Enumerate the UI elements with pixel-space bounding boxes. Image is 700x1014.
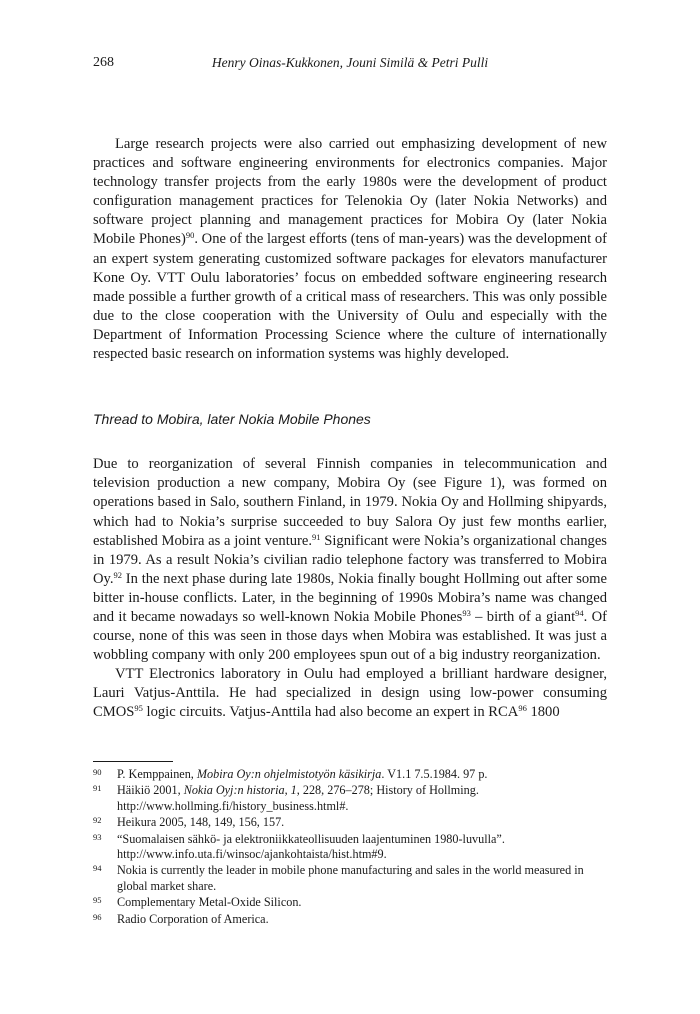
footnote-92 <box>93 815 607 830</box>
footnote-text[interactable]: “Suomalaisen sähkö- ja elektroniikkateollisuuden laajentuminen 1980-luvulla”. http://www.info.uta.fi/winsoc/ajankohtaista/hist.htm#9. <box>117 831 505 862</box>
paragraph-mobira-formation <box>93 455 607 665</box>
footnote-number: 95 <box>93 895 102 906</box>
text-run: Large research projects were also carried out emphasizing development of new practices and software engineering environments for electronics companies. Major technology transfer projects from the early 1980s were the development of product configuration management practices for Telenokia Oy (later Nokia Networks) and software project planning and management practices for Mobira Oy (later Nokia Mobile Phones) <box>93 136 607 248</box>
text-run: 1800 <box>526 704 560 721</box>
footnote-ref-93[interactable]: 93 <box>462 607 471 618</box>
footnote-95 <box>93 895 607 910</box>
footnote-number: 94 <box>93 863 102 874</box>
footnote-96 <box>93 912 607 927</box>
footnote-text: Heikura 2005, 148, 149, 156, 157. <box>117 815 285 830</box>
paragraph-vtt-electronics <box>93 665 607 722</box>
footnote-ref-90[interactable]: 90 <box>185 230 195 241</box>
footnote-ref-92[interactable]: 92 <box>113 569 123 580</box>
footnote-number: 90 <box>93 767 102 777</box>
footnote-91 <box>93 783 607 814</box>
footnote-ref-91[interactable]: 91 <box>312 531 321 542</box>
footnote-ref-96[interactable]: 96 <box>518 703 527 714</box>
text-run: Due to reorganization of several Finnish companies in telecommunication and television production a new company, Mobira Oy (see Figure 1), was formed on operations based in Salo, southern Finland, in 1979. Nokia Oy and Hollming shipyards, which had to Nokia’s surprise succeeded to buy Salora Oy just few months earlier, established Mobira as a joint venture. <box>93 456 607 549</box>
footnote-text: P. Kemppainen, <box>117 767 197 781</box>
footnote-text: Complementary Metal-Oxide Silicon. <box>117 895 302 910</box>
running-head-authors: Henry Oinas-Kukkonen, Jouni Similä & Petri Pulli <box>211 55 489 70</box>
footnote-number: 91 <box>93 783 102 794</box>
text-run: VTT Electronics laboratory in Oulu had employed a brilliant hardware designer, Lauri Vatjus-Anttila. He had specialized in design using low-power consuming CMOS <box>93 666 607 721</box>
footnote-text[interactable]: , 228, 276–278; History of Hollming. http://www.hollming.fi/history_business.html#. <box>117 783 479 813</box>
footnote-94 <box>93 863 607 894</box>
footnote-ref-94[interactable]: 94 <box>575 607 584 618</box>
text-run: . Of course, none of this was seen in those days when Mobira was established. It was just a wobbling company with only 200 employees spun out of a big industry reorganization. <box>93 608 607 664</box>
footnote-text: Radio Corporation of America. <box>117 911 269 926</box>
footnote-number: 96 <box>93 911 102 922</box>
text-run: – birth of a giant <box>470 608 576 625</box>
footnote-ref-95[interactable]: 95 <box>134 703 143 714</box>
text-run: Significant were Nokia’s organizational changes in 1979. As a result Nokia’s civilian radio telephone factory was transferred to Mobira Oy. <box>93 532 607 587</box>
footnote-93 <box>93 832 607 863</box>
footnote-title: Mobira Oy:n ohjelmistotyön käsikirja <box>196 767 382 781</box>
footnote-text: . V1.1 7.5.1984. 97 p. <box>381 767 488 781</box>
footnotes <box>93 767 607 928</box>
footnote-90 <box>93 767 607 782</box>
paragraph-research-projects <box>93 135 607 364</box>
page-number: 268 <box>93 55 114 70</box>
footnote-number: 92 <box>93 815 102 826</box>
section-heading: Thread to Mobira, later Nokia Mobile Phones <box>93 411 371 428</box>
text-run: . One of the largest efforts (tens of man-years) was the development of an expert system generating customized software packages for elevators manufacturer Kone Oy. VTT Oulu laboratories’ focus on embedded software engineering research made possible a further growth of a critical mass of researchers. This was only possible due to the close cooperation with the University of Oulu and especially with the Department of Information Processing Science where the culture of internationally respected basic research on information systems was highly developed. <box>93 231 607 363</box>
text-run: In the next phase during late 1980s, Nokia finally bought Hollming out after some bitter in-house conflicts. Later, in the beginning of 1990s Mobira’s name was changed and it became nowadays so well-known Nokia Mobile Phones <box>93 570 607 625</box>
footnote-title: Nokia Oyj:n historia, 1 <box>183 783 297 798</box>
text-run: logic circuits. Vatjus-Anttila had also become an expert in RCA <box>142 704 519 721</box>
body-text <box>93 135 607 723</box>
footnote-divider <box>93 761 173 762</box>
footnote-number: 93 <box>93 831 102 842</box>
footnote-text: Häikiö 2001, <box>117 783 184 798</box>
footnote-text: Nokia is currently the leader in mobile phone manufacturing and sales in the world measured in global market share. <box>117 863 584 893</box>
